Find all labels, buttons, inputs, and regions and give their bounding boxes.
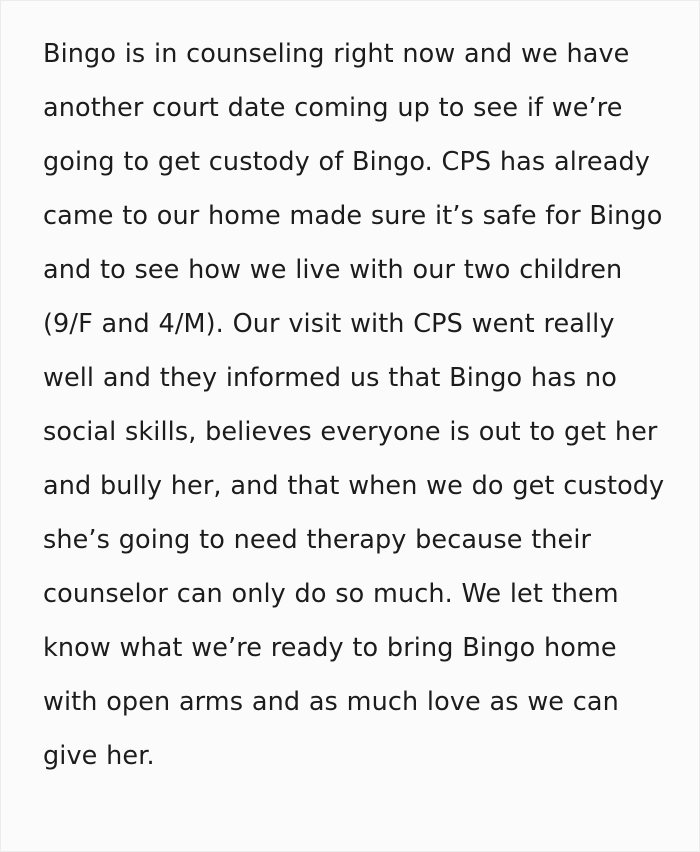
- story-paragraph: Bingo is in counseling right now and we have another court date coming up to see if we’re going to get custody of Bingo. CPS has already came to our home made sure it’s safe for Bingo and to see how we live with our two children (9/F and 4/M). Our visit with CPS went really well and they informed us that Bingo has no social skills, believes everyone is out to get her and bully her, and that when we do get custody she’s going to need therapy because their counselor can only do so much. We let them know what we’re ready to bring Bingo home with open arms and as much love as we can give her.: [43, 39, 673, 771]
- story-text-block: [1, 1, 699, 803]
